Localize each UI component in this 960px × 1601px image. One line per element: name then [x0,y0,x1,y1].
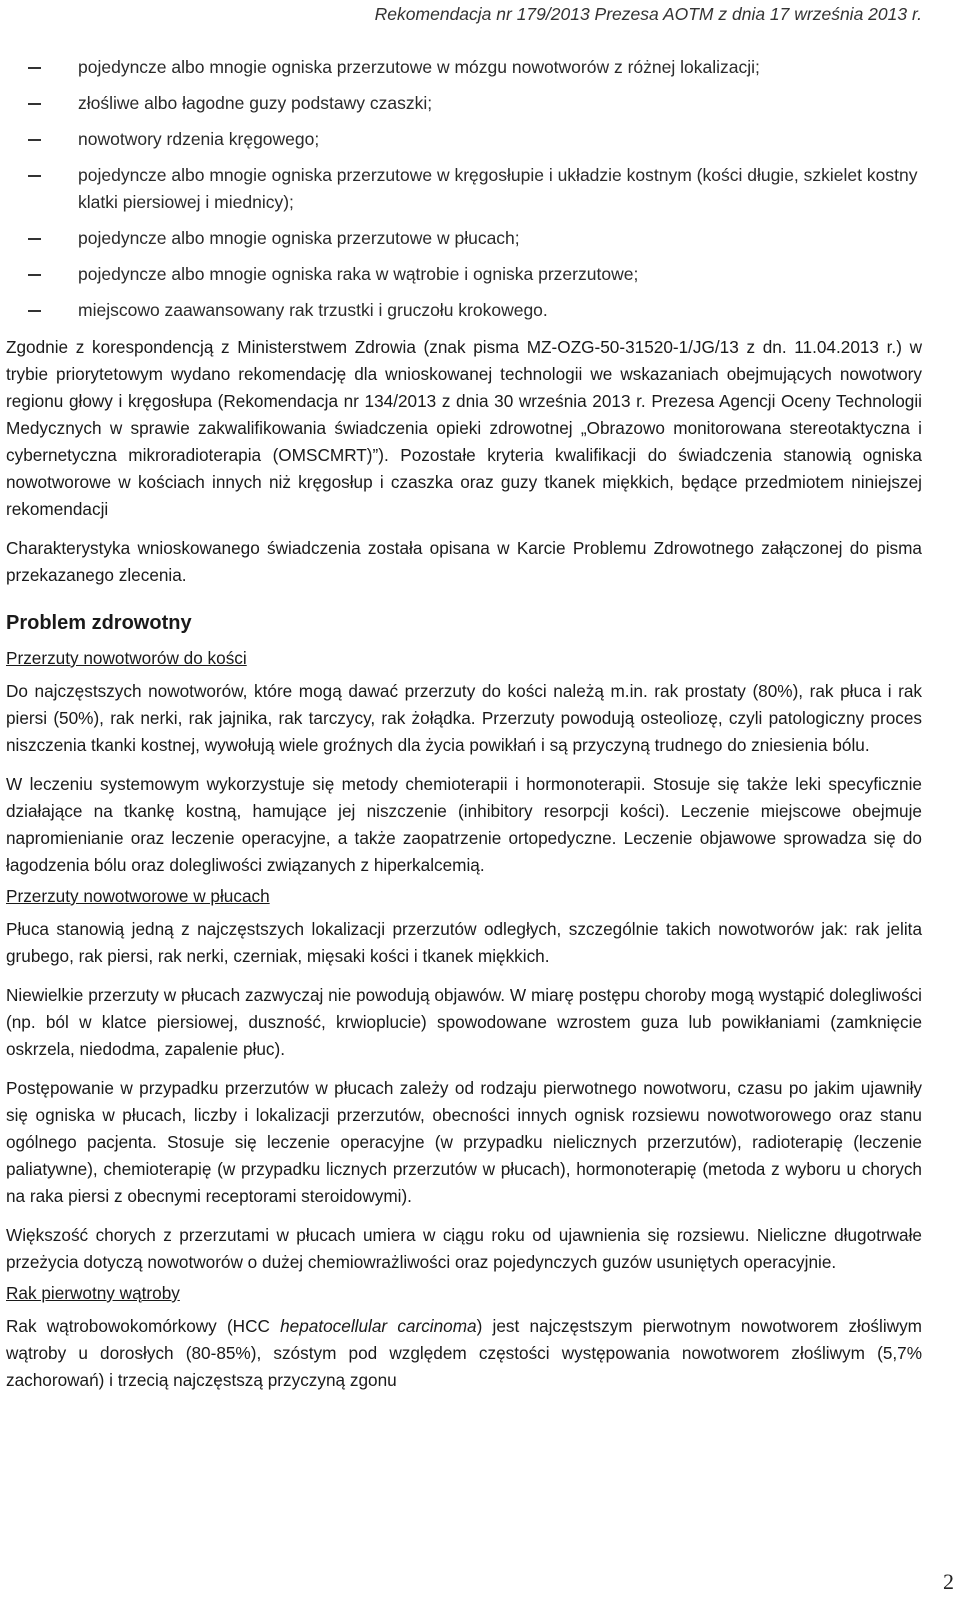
text-run: Rak wątrobowokomórkowy (HCC [6,1316,281,1336]
page-content [6,54,922,1406]
text-run: ) jest najczęstszym pierwotnym nowotworem złośliwym wątroby u dorosłych (80-85%), szóstym pod względem częstości występowania nowotworem złośliwym (5,7% zachorowań) i trzecią najczęstszą przyczyną zgonu [6,1316,922,1390]
criteria-list [6,54,922,324]
body-paragraph: Płuca stanowią jedną z najczęstszych lokalizacji przerzutów odległych, szczególnie takich nowotworów jak: rak jelita grubego, rak piersi, rak nerki, czerniak, mięsaki kości i tkanek miękkich. [6,919,922,966]
body-paragraph [6,1313,922,1394]
list-item: pojedyncze albo mnogie ogniska przerzutowe w płucach; [6,225,922,252]
subsection-heading: Przerzuty nowotworowe w płucach [6,886,270,906]
running-header: Rekomendacja nr 179/2013 Prezesa AOTM z dnia 17 września 2013 r. [374,4,922,24]
list-item: pojedyncze albo mnogie ogniska przerzutowe w kręgosłupie i układzie kostnym (kości długie, szkielet kostny klatki piersiowej i miednicy); [6,162,922,216]
list-item: miejscowo zaawansowany rak trzustki i gruczołu krokowego. [6,297,922,324]
list-item: pojedyncze albo mnogie ogniska raka w wątrobie i ogniska przerzutowe; [6,261,922,288]
list-item: złośliwe albo łagodne guzy podstawy czaszki; [6,90,922,117]
intro-paragraph: Charakterystyka wnioskowanego świadczenia została opisana w Karcie Problemu Zdrowotnego załączonej do pisma przekazanego zlecenia. [6,538,922,585]
intro-paragraph: Zgodnie z korespondencją z Ministerstwem Zdrowia (znak pisma MZ-OZG-50-31520-1/JG/13 z dn. 11.04.2013 r.) w trybie priorytetowym wydano rekomendację dla wnioskowanej technologii we wskazaniach obejmujących nowotwory regionu głowy i kręgosłupa (Rekomendacja nr 134/2013 z dnia 30 września 2013 r. Prezesa Agencji Oceny Technologii Medycznych w sprawie zakwalifikowania świadczenia opieki zdrowotnej „Obrazowo monitorowana stereotaktyczna i cybernetyczna mikroradioterapia (OMSCMRT)”). Pozostałe kryteria kwalifikacji do świadczenia stanowią ogniska nowotworowe w kościach innych niż kręgosłup i czaszka oraz guzy tkanek miękkich, będące przedmiotem niniejszej rekomendacji [6,337,922,519]
section-title: Problem zdrowotny [6,612,192,634]
body-paragraph: Niewielkie przerzuty w płucach zazwyczaj nie powodują objawów. W miarę postępu choroby mogą wystąpić dolegliwości (np. ból w klatce piersiowej, duszność, krwioplucie) spowodowane wzrostem guza lub powikłaniami (zamknięcie oskrzela, niedodma, zapalenie płuc). [6,985,922,1059]
italic-term: hepatocellular carcinoma [280,1316,477,1336]
body-paragraph: W leczeniu systemowym wykorzystuje się metody chemioterapii i hormonoterapii. Stosuje się także leki specyficznie działające na tkankę kostną, hamujące jej niszczenie (inhibitory resorpcji kości). Leczenie miejscowe obejmuje napromienianie oraz leczenie operacyjne, a także zaopatrzenie ortopedyczne. Leczenie objawowe sprowadza się do łagodzenia bólu oraz dolegliwości związanych z hiperkalcemią. [6,774,922,875]
subsection-heading: Przerzuty nowotworów do kości [6,648,247,668]
list-item: nowotwory rdzenia kręgowego; [6,126,922,153]
page-number: 2 [943,1569,954,1594]
body-paragraph: Większość chorych z przerzutami w płucach umiera w ciągu roku od ujawnienia się rozsiewu. Nieliczne długotrwałe przeżycia dotyczą nowotworów o dużej chemiowrażliwości oraz pojedynczych guzów usuniętych operacyjnie. [6,1225,922,1272]
body-paragraph: Do najczęstszych nowotworów, które mogą dawać przerzuty do kości należą m.in. rak prostaty (80%), rak płuca i rak piersi (50%), rak nerki, rak jajnika, rak tarczycy, rak żołądka. Przerzuty powodują osteoliozę, czyli patologiczny proces niszczenia tkanki kostnej, wywołują wiele groźnych dla życia powikłań i są przyczyną trudnego do zniesienia bólu. [6,681,922,755]
list-item: pojedyncze albo mnogie ogniska przerzutowe w mózgu nowotworów z różnej lokalizacji; [6,54,922,81]
subsection-heading: Rak pierwotny wątroby [6,1283,180,1303]
body-paragraph: Postępowanie w przypadku przerzutów w płucach zależy od rodzaju pierwotnego nowotworu, czasu po jakim ujawniły się ogniska w płucach, liczby i lokalizacji przerzutów, obecności innych ognisk rozsiewu nowotworowego oraz stanu ogólnego pacjenta. Stosuje się leczenie operacyjne (w przypadku nielicznych przerzutów), radioterapię (leczenie paliatywne), chemioterapię (w przypadku licznych przerzutów w płucach), hormonoterapię (metoda z wyboru u chorych na raka piersi z obecnymi receptorami steroidowymi). [6,1078,922,1206]
